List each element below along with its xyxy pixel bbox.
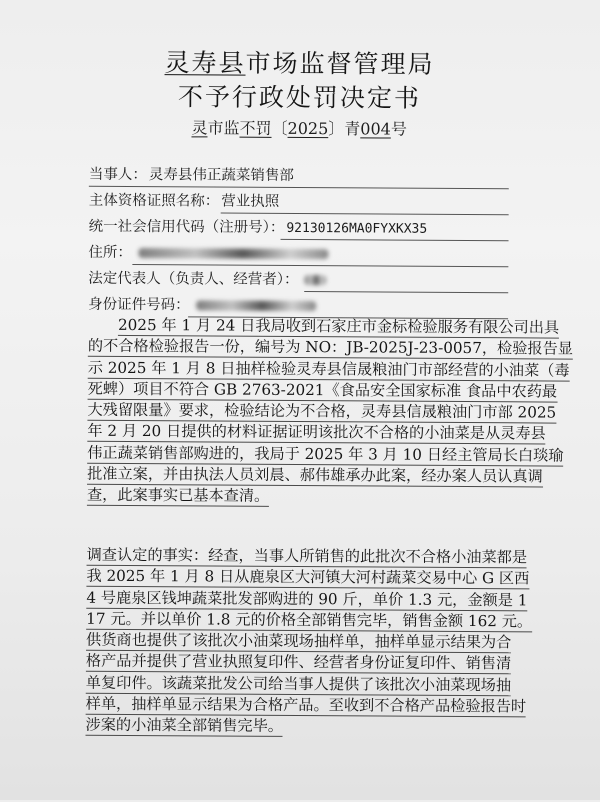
- text-line-content: 4 号鹿泉区钱坤蔬菜批发部购进的 90 斤，单价 1.3 元，金额是 1: [86, 588, 528, 609]
- text-line: [87, 400, 557, 424]
- agency-name-rest: 市场监督管理局: [245, 48, 435, 79]
- text-line: [86, 672, 516, 696]
- text-line: [87, 357, 570, 381]
- text-line-content: 查，此案事实已基本查清。: [86, 486, 270, 506]
- field-legal-rep: [88, 267, 326, 289]
- field-value: 营业执照: [221, 193, 280, 210]
- text-line: [86, 651, 516, 675]
- field-license-name: [89, 189, 280, 211]
- text-line: [88, 315, 560, 339]
- doc-number-part: 灵: [191, 118, 208, 138]
- doc-number-part: 市监: [207, 118, 240, 138]
- text-line-content: 单复印件。该蔬菜批发公司给当事人提供了该批次小油菜现场抽: [85, 673, 512, 695]
- text-line-content: 年 2 月 20 日提供的材料证据证明该批次不合格的小油菜是从灵寿县: [87, 422, 546, 443]
- text-line: [87, 379, 558, 403]
- text-line: [85, 694, 527, 718]
- field-underline: [281, 239, 509, 241]
- text-line-content: 调查认定的事实：经查，当事人所销售的此批次不合格小油菜都是: [86, 545, 528, 567]
- field-party: [89, 163, 294, 185]
- doc-number-suffix: 号: [390, 119, 407, 139]
- field-underline: [304, 291, 508, 293]
- field-label: 统一社会信用代码（注册号）：: [88, 218, 285, 236]
- field-label: 身份证件号码：: [88, 296, 190, 314]
- field-label: 当事人：: [88, 166, 147, 184]
- text-line-content: 伟正蔬菜销售部购进的，我局于 2025 年 3 月 10 日经主管局长白琰瑜: [87, 443, 564, 465]
- field-label: 法定代表人（负责人、经营者）：: [88, 270, 299, 288]
- text-line-content: 大残留限量》要求，检验结论为不合格，灵寿县信晟粮油门市部 2025: [87, 400, 557, 422]
- text-line: [87, 464, 543, 488]
- doc-number-part: 〔: [271, 118, 288, 138]
- text-line: [85, 715, 515, 739]
- text-line-content: 示 2025 年 1 月 8 日抽样检验灵寿县信晟粮油门市部经营的小油菜（毒: [87, 358, 570, 380]
- text-line: [86, 566, 530, 590]
- text-line: [87, 336, 574, 360]
- redaction-blur: [138, 248, 328, 259]
- field-credit-code: [89, 215, 428, 238]
- text-line: [86, 545, 528, 569]
- field-value: 灵寿县伟正蔬菜销售部: [148, 167, 294, 184]
- agency-county-name: 灵寿县: [164, 48, 246, 78]
- doc-number-year: 2025: [287, 118, 329, 139]
- field-value: 92130126MA0FYXKX35: [286, 220, 428, 237]
- text-line-content: 批准立案，并由执法人员刘晨、郝伟雄承办此案，经办案人员认真调: [87, 464, 543, 486]
- field-address: [88, 241, 328, 263]
- doc-number-part: 不罚: [239, 118, 272, 138]
- text-line-content: 样单，抽样单显示结果为合格产品。至收到不合格产品检验报告时: [85, 694, 527, 716]
- doc-number-serial: 004: [360, 119, 391, 139]
- document-title-type: 不予行政处罚决定书: [177, 82, 421, 113]
- text-line: [87, 442, 564, 466]
- document-number: [0, 114, 599, 141]
- doc-number-part: 〕青: [328, 119, 361, 139]
- field-label: 主体资格证照名称：: [88, 192, 220, 210]
- text-line-content: 死蜱）项目不符合 GB 2763-2021《食品安全国家标准 食品中农药最: [87, 379, 558, 401]
- text-line: [86, 630, 516, 654]
- text-line-content: 涉案的小油菜全部销售完毕。: [85, 716, 284, 736]
- text-line-content: 我 2025 年 1 月 8 日从鹿泉区大河镇大河村蔬菜交易中心 G 区西: [86, 567, 530, 588]
- text-line: [86, 609, 533, 633]
- text-line-content: 格产品并提供了营业执照复印件、经营者身份证复印件、销售清: [85, 652, 512, 673]
- text-line-content: 供货商也提供了该批次小油菜现场抽样单，抽样单显示结果为合: [86, 630, 512, 652]
- text-line: [87, 421, 546, 445]
- field-label: 住所：: [88, 244, 133, 261]
- investigation-facts-paragraph: [85, 545, 533, 739]
- text-line-content: 17 元。并以单价 1.8 元的价格全部销售完毕，销售金额 162 元。: [86, 609, 533, 631]
- text-line-content: 的不合格检验报告一份，编号为 NO：JB-2025J-23-0057，检验报告显: [87, 337, 574, 358]
- redaction-blur: [305, 275, 327, 285]
- field-id-number: [88, 293, 316, 315]
- redaction-blur: [196, 300, 316, 311]
- case-summary-paragraph: [86, 315, 574, 509]
- text-line: [86, 587, 528, 611]
- text-line-content: 2025 年 1 月 24 日我局收到石家庄市金标检验服务有限公司出具: [117, 315, 560, 337]
- text-line: [87, 485, 517, 509]
